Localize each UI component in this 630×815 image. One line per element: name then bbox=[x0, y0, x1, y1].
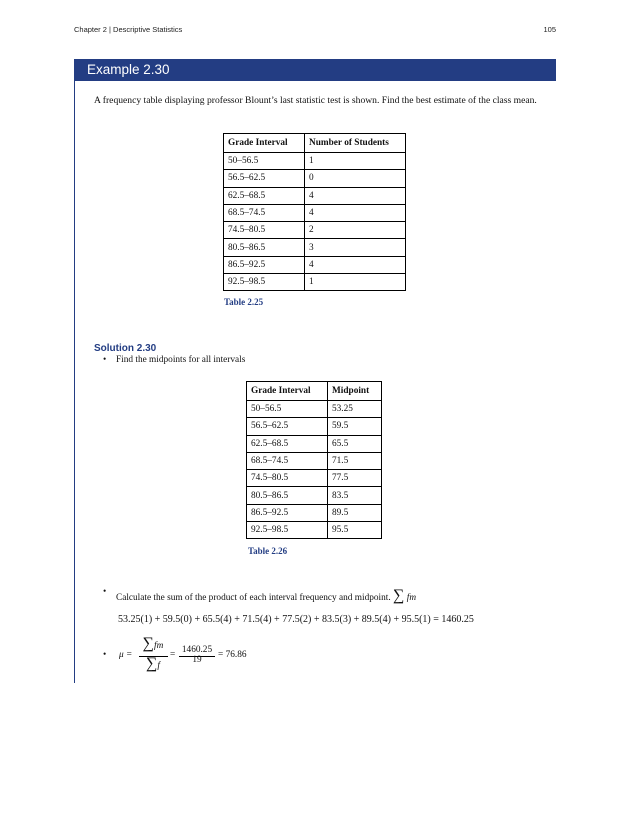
sum-equation: 53.25(1) + 59.5(0) + 65.5(4) + 71.5(4) + 77.5(2) + 83.5(3) + 89.5(4) + 95.5(1) = 1460.25 bbox=[118, 614, 474, 625]
table-header: Midpoint bbox=[328, 382, 382, 401]
table-cell: 68.5–74.5 bbox=[224, 204, 305, 221]
table-cell: 92.5–98.5 bbox=[247, 522, 328, 539]
table-cell: 4 bbox=[305, 204, 406, 221]
solution-title: Solution 2.30 bbox=[94, 343, 157, 354]
table-row bbox=[224, 153, 406, 170]
table-row bbox=[224, 187, 406, 204]
table-caption: Table 2.26 bbox=[248, 546, 288, 556]
table-body bbox=[224, 153, 406, 291]
table-cell: 77.5 bbox=[328, 470, 382, 487]
table-body bbox=[247, 401, 382, 539]
table-row bbox=[224, 222, 406, 239]
table-row bbox=[247, 435, 382, 452]
table-cell: 50–56.5 bbox=[247, 401, 328, 418]
solution-step-1: Find the midpoints for all intervals bbox=[116, 355, 246, 365]
table-row bbox=[247, 487, 382, 504]
table-row bbox=[247, 470, 382, 487]
table-row bbox=[224, 204, 406, 221]
table-cell: 50–56.5 bbox=[224, 153, 305, 170]
table-cell: 86.5–92.5 bbox=[247, 504, 328, 521]
table-cell: 62.5–68.5 bbox=[247, 435, 328, 452]
table-header: Number of Students bbox=[305, 134, 406, 153]
table-row bbox=[224, 239, 406, 256]
fraction-numerator: ∑fm bbox=[142, 635, 164, 652]
example-intro: A frequency table displaying professor Blount’s last statistic test is shown. Find the best estimate of the class mean. bbox=[94, 95, 537, 106]
table-cell: 80.5–86.5 bbox=[224, 239, 305, 256]
bullet: • bbox=[103, 355, 107, 365]
chapter-title: Chapter 2 | Descriptive Statistics bbox=[74, 25, 183, 34]
table-row bbox=[224, 170, 406, 187]
page-number: 105 bbox=[543, 25, 556, 34]
table-cell: 3 bbox=[305, 239, 406, 256]
table-cell: 56.5–62.5 bbox=[247, 418, 328, 435]
table-row bbox=[247, 452, 382, 469]
table-row bbox=[224, 274, 406, 291]
table-cell: 86.5–92.5 bbox=[224, 256, 305, 273]
table-row bbox=[247, 401, 382, 418]
table-cell: 71.5 bbox=[328, 452, 382, 469]
example-title: Example 2.30 bbox=[87, 62, 170, 77]
table-cell: 68.5–74.5 bbox=[247, 452, 328, 469]
table-header: Grade Interval bbox=[247, 382, 328, 401]
page-header bbox=[74, 25, 556, 39]
table-cell: 53.25 bbox=[328, 401, 382, 418]
table-cell: 74.5–80.5 bbox=[224, 222, 305, 239]
table-cell: 80.5–86.5 bbox=[247, 487, 328, 504]
table-caption: Table 2.25 bbox=[224, 297, 264, 307]
mean-result: = 76.86 bbox=[218, 650, 247, 660]
solution-step-2 bbox=[116, 587, 416, 605]
table-row bbox=[247, 522, 382, 539]
example-sidebar-rule bbox=[74, 81, 75, 683]
mu-symbol: μ bbox=[119, 650, 124, 660]
table-cell: 56.5–62.5 bbox=[224, 170, 305, 187]
table-cell: 65.5 bbox=[328, 435, 382, 452]
fraction-numerator-value: 1460.25 bbox=[181, 645, 213, 655]
table-row bbox=[224, 256, 406, 273]
table-cell: 4 bbox=[305, 256, 406, 273]
example-banner bbox=[74, 59, 556, 81]
table-cell: 62.5–68.5 bbox=[224, 187, 305, 204]
table-cell: 1 bbox=[305, 153, 406, 170]
sigma-symbol: ∑ bbox=[393, 587, 405, 604]
frequency-table bbox=[223, 133, 406, 291]
table-cell: 4 bbox=[305, 187, 406, 204]
fraction-denominator-value: 19 bbox=[192, 655, 202, 665]
solution-step-2-text: Calculate the sum of the product of each interval frequency and midpoint. bbox=[116, 593, 391, 603]
table-cell: 74.5–80.5 bbox=[247, 470, 328, 487]
table-cell: 1 bbox=[305, 274, 406, 291]
bullet: • bbox=[103, 650, 107, 660]
table-cell: 0 bbox=[305, 170, 406, 187]
table-cell: 89.5 bbox=[328, 504, 382, 521]
table-cell: 92.5–98.5 bbox=[224, 274, 305, 291]
bullet: • bbox=[103, 587, 107, 597]
mean-symbol: μ = bbox=[119, 650, 133, 660]
table-row bbox=[247, 418, 382, 435]
table-header: Grade Interval bbox=[224, 134, 305, 153]
table-row bbox=[247, 504, 382, 521]
table-cell: 2 bbox=[305, 222, 406, 239]
fraction-denominator: ∑f bbox=[146, 655, 160, 672]
math-fm: fm bbox=[406, 593, 417, 603]
midpoint-table bbox=[246, 381, 382, 539]
table-cell: 95.5 bbox=[328, 522, 382, 539]
table-cell: 59.5 bbox=[328, 418, 382, 435]
table-cell: 83.5 bbox=[328, 487, 382, 504]
